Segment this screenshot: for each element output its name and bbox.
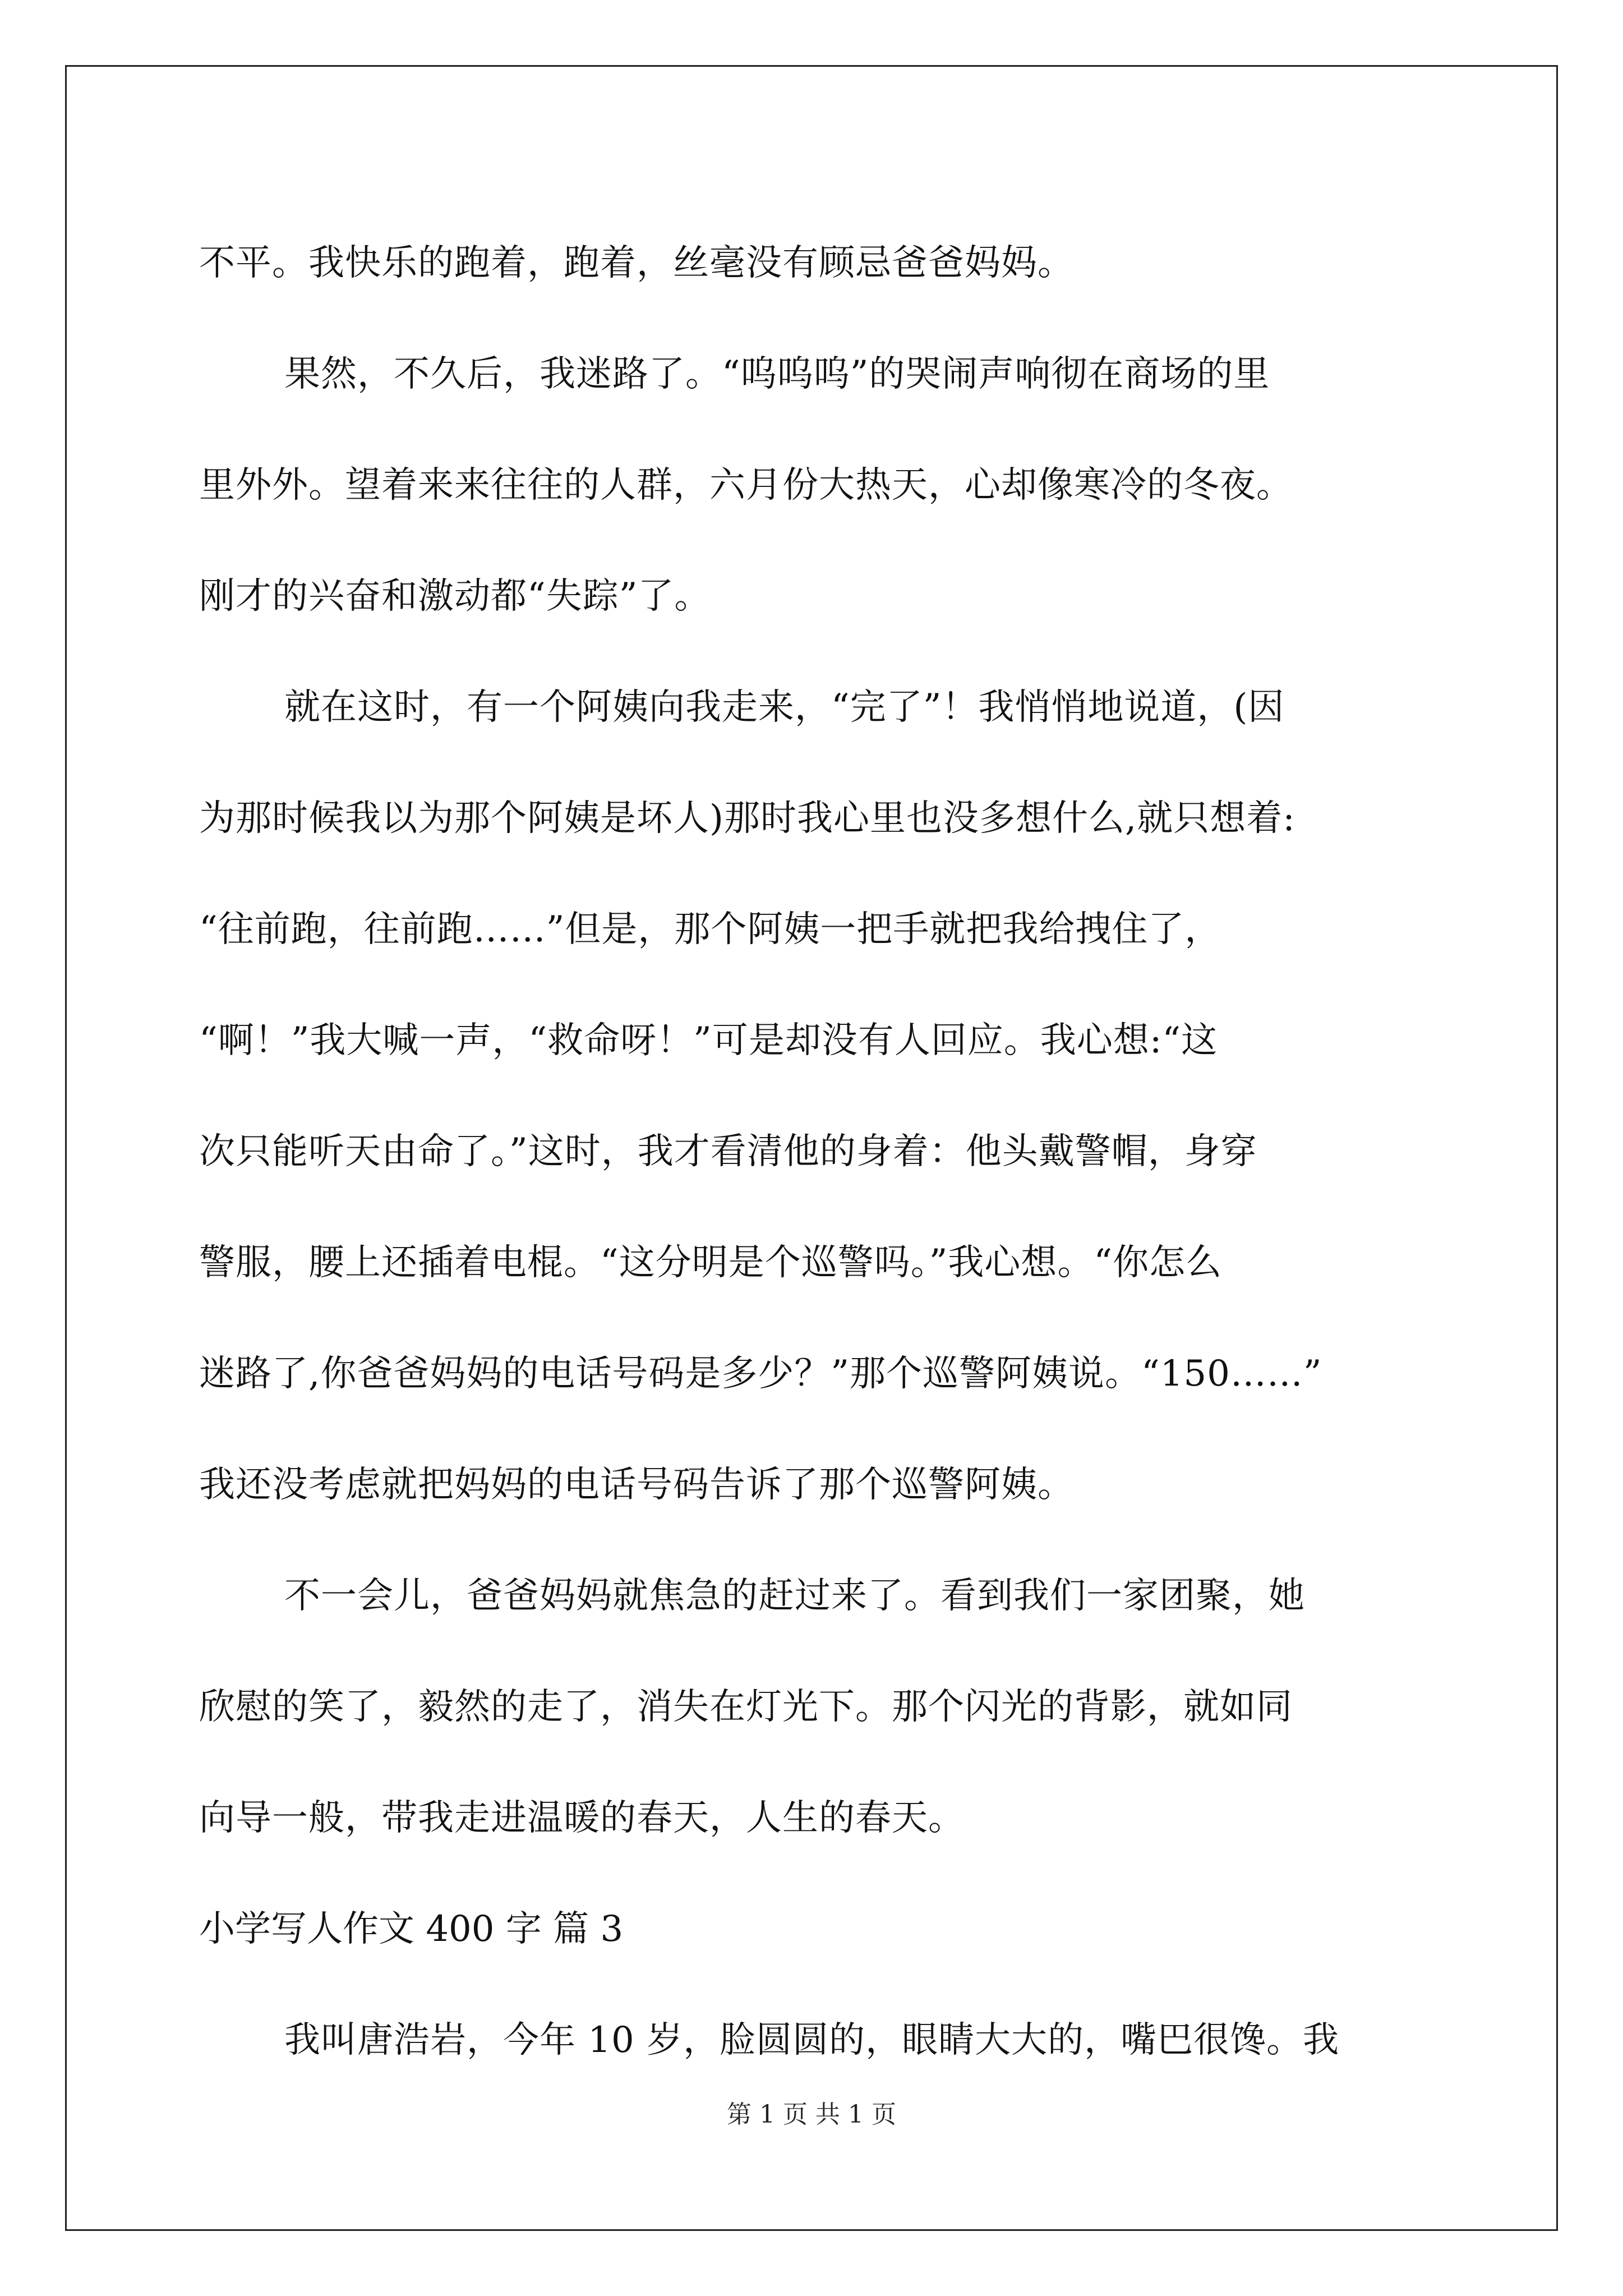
page-footer: 第 1 页 共 1 页: [727, 2100, 896, 2129]
document-body: [199, 208, 1422, 2096]
text-line-13: 不一会儿，爸爸妈妈就焦急的赶过来了。看到我们一家团聚，她: [284, 1575, 1305, 1617]
section-heading: 小学写人作文 400 字 篇 3: [199, 1908, 624, 1950]
text-line-9: 次只能听天由命了。”这时，我才看清他的身着：他头戴警帽，身穿: [199, 1131, 1257, 1172]
text-line-17: 我叫唐浩岩，今年 10 岁，脸圆圆的，眼睛大大的，嘴巴很馋。我: [284, 2019, 1340, 2061]
text-line-8: “啊！”我大喊一声，“救命呀！”可是却没有人回应。我心想:“这: [199, 1020, 1218, 1061]
text-line-3: 里外外。望着来来往往的人群，六月份大热天，心却像寒冷的冬夜。: [199, 464, 1293, 506]
text-line-15: 向导一般，带我走进温暖的春天，人生的春天。: [199, 1797, 965, 1839]
text-line-12: 我还没考虑就把妈妈的电话号码告诉了那个巡警阿姨。: [199, 1464, 1074, 1506]
text-line-6: 为那时候我以为那个阿姨是坏人)那时我心里也没多想什么,就只想着:: [199, 798, 1295, 839]
text-line-10: 警服，腰上还插着电棍。“这分明是个巡警吗。”我心想。“你怎么: [199, 1242, 1223, 1283]
text-line-4: 刚才的兴奋和激动都“失踪”了。: [199, 576, 711, 617]
text-line-7: “往前跑，往前跑……”但是，那个阿姨一把手就把我给拽住了，: [199, 909, 1221, 950]
text-line-14: 欣慰的笑了，毅然的走了，消失在灯光下。那个闪光的背影，就如同: [199, 1686, 1293, 1728]
text-line-1: 不平。我快乐的跑着，跑着，丝毫没有顾忌爸爸妈妈。: [199, 242, 1074, 284]
text-line-5: 就在这时，有一个阿姨向我走来，“完了”！我悄悄地说道，(因: [284, 687, 1285, 728]
text-line-2: 果然，不久后，我迷路了。“呜呜呜”的哭闹声响彻在商场的里: [284, 353, 1270, 395]
text-line-11: 迷路了,你爸爸妈妈的电话号码是多少？”那个巡警阿姨说。“150……”: [199, 1353, 1322, 1395]
